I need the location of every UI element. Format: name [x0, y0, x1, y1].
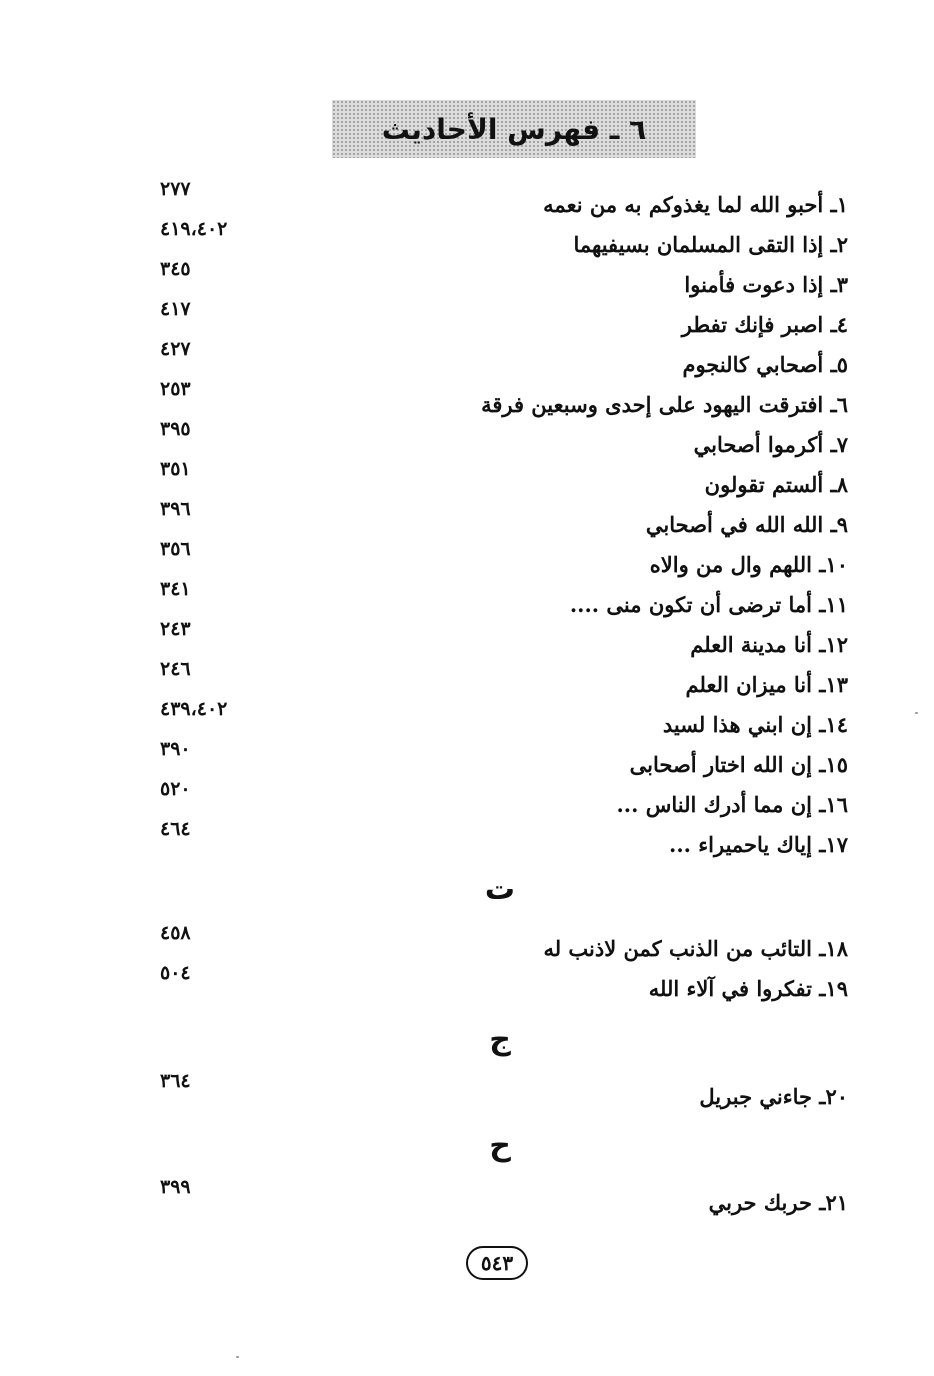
hadith-text: ١٨ـ التائب من الذنب كمن لاذنب له	[543, 936, 848, 961]
page-reference: ٤٥٨	[160, 922, 191, 944]
section-letter-jim: ج	[489, 1022, 511, 1057]
index-entry	[140, 178, 860, 226]
scan-speck	[915, 712, 918, 714]
page-reference: ٤٣٩،٤٠٢	[160, 698, 228, 720]
hadith-text: ٧ـ أكرموا أصحابي	[693, 432, 848, 457]
page-reference: ٣٦٤	[160, 1070, 191, 1092]
index-entry	[140, 922, 860, 970]
page-reference: ٤٢٧	[160, 338, 191, 360]
index-entry	[140, 618, 860, 666]
index-entry	[140, 818, 860, 866]
page-reference: ٢٤٣	[160, 618, 191, 640]
index-entry	[140, 1070, 860, 1118]
index-entry	[140, 962, 860, 1010]
index-entry	[140, 578, 860, 626]
page-number: ٥٤٣	[466, 1246, 528, 1280]
hadith-text: ١٩ـ تفكروا في آلاء الله	[648, 976, 848, 1001]
index-entry	[140, 738, 860, 786]
index-entry	[140, 338, 860, 386]
index-entry	[140, 378, 860, 426]
hadith-text: ١٧ـ إياك ياحميراء ...	[669, 832, 848, 857]
index-entry	[140, 778, 860, 826]
page-reference: ٥٢٠	[160, 778, 191, 800]
page-reference: ٤١٧	[160, 298, 191, 320]
page-reference: ٣٤١	[160, 578, 191, 600]
page-reference: ٣٩٠	[160, 738, 191, 760]
page-reference: ٣٥٦	[160, 538, 191, 560]
page-reference: ٣٩٦	[160, 498, 191, 520]
hadith-text: ١٦ـ إن مما أدرك الناس ...	[616, 792, 848, 817]
page-reference: ٣٤٥	[160, 258, 191, 280]
hadith-text: ٤ـ اصبر فإنك تفطر	[681, 312, 848, 337]
page-reference: ٢٧٧	[160, 178, 191, 200]
page-reference: ٤١٩،٤٠٢	[160, 218, 228, 240]
index-entry	[140, 298, 860, 346]
page-reference: ٣٥١	[160, 458, 191, 480]
hadith-text: ١٠ـ اللهم وال من والاه	[649, 552, 848, 577]
index-entry	[140, 538, 860, 586]
hadith-text: ٣ـ إذا دعوت فأمنوا	[684, 272, 848, 297]
page-reference: ٣٩٩	[160, 1176, 191, 1198]
hadith-text: ١ـ أحبو الله لما يغذوكم به من نعمه	[543, 192, 848, 217]
hadith-text: ١١ـ أما ترضى أن تكون منى ....	[569, 592, 848, 617]
hadith-text: ٢٠ـ جاءني جبريل	[699, 1084, 848, 1109]
page-reference: ٣٩٥	[160, 418, 191, 440]
page-reference: ٢٥٣	[160, 378, 191, 400]
hadith-text: ٢ـ إذا التقى المسلمان بسيفيهما	[573, 232, 848, 257]
page-reference: ٤٦٤	[160, 818, 191, 840]
hadith-text: ٩ـ الله الله في أصحابي	[645, 512, 848, 537]
index-entry	[140, 418, 860, 466]
hadith-text: ١٢ـ أنا مدينة العلم	[690, 632, 848, 657]
index-entry	[140, 658, 860, 706]
index-entry	[140, 218, 860, 266]
index-entry	[140, 258, 860, 306]
index-title: ٦ ـ فهرس الأحاديث	[381, 112, 647, 146]
index-entry	[140, 698, 860, 746]
page-reference: ٥٠٤	[160, 962, 191, 984]
section-letter-ta: ت	[484, 872, 516, 907]
index-entry	[140, 1176, 860, 1224]
scan-speck	[236, 1356, 239, 1358]
hadith-text: ١٤ـ إن ابني هذا لسيد	[662, 712, 848, 737]
hadith-text: ٨ـ ألستم تقولون	[704, 472, 848, 497]
index-entry	[140, 458, 860, 506]
index-entry	[140, 498, 860, 546]
page-reference: ٢٤٦	[160, 658, 191, 680]
hadith-text: ١٣ـ أنا ميزان العلم	[685, 672, 848, 697]
hadith-text: ١٥ـ إن الله اختار أصحابى	[629, 752, 848, 777]
hadith-text: ٥ـ أصحابي كالنجوم	[682, 352, 848, 377]
hadith-text: ٦ـ افترقت اليهود على إحدى وسبعين فرقة	[481, 392, 848, 417]
section-letter-ha: ح	[489, 1128, 511, 1163]
hadith-text: ٢١ـ حربك حربي	[708, 1190, 848, 1215]
